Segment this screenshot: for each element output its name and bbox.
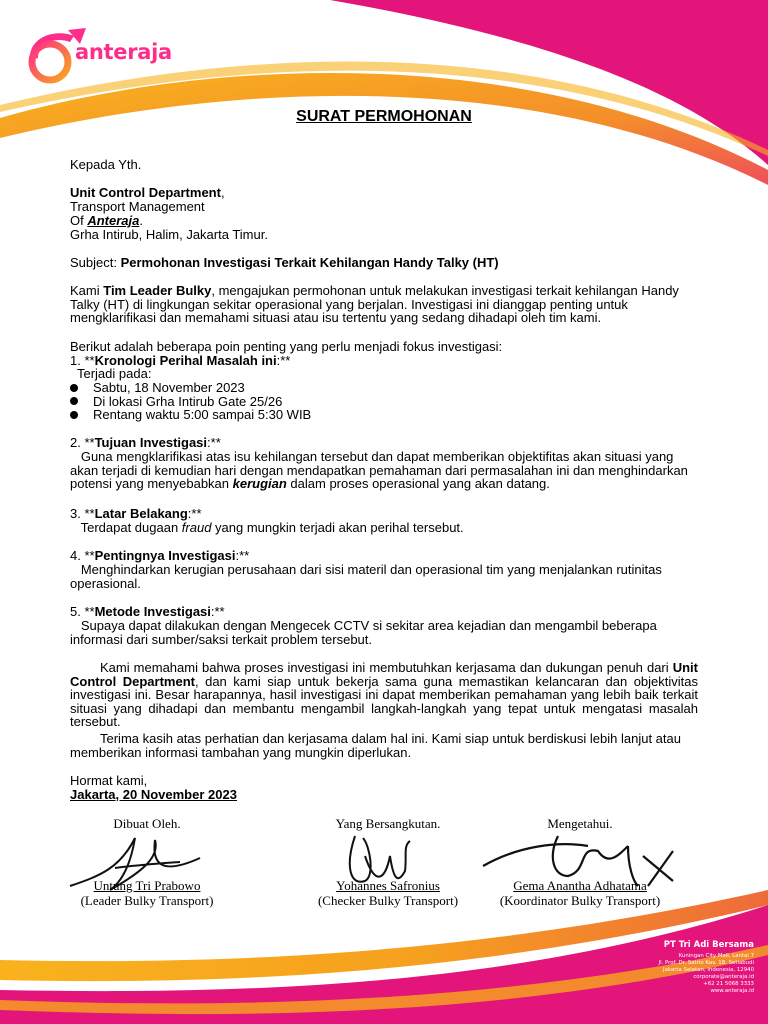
subject-text: Permohonan Investigasi Terkait Kehilangan Handy Talky (HT) <box>120 255 499 270</box>
section5-prefix: 5. ** <box>70 604 95 619</box>
signer-2 <box>298 878 478 908</box>
bullet-dot-icon <box>70 411 78 419</box>
signer-3 <box>490 878 670 908</box>
section2-body-b: dalam proses operasional yang akan datang. <box>286 476 550 492</box>
intro-rest: , mengajukan permohonan untuk melakukan investigasi terkait kehilangan Handy Talky (HT) di lingkungan sekitar operasional yang berjalan. Investigasi ini dianggap penting untuk mengklarifikasi dan memahami situasi atau isu tertentu yang sedang dihadapi oleh tim kami. <box>70 283 679 326</box>
section1-bullet-list <box>70 381 311 422</box>
section2-body <box>70 450 700 491</box>
section2-emphasis: kerugian <box>232 476 287 492</box>
recipient-of: Of <box>70 213 88 228</box>
points-intro: Berikut adalah beberapa poin penting yang perlu menjadi fokus investigasi: <box>70 339 503 354</box>
signer-1 <box>62 878 232 908</box>
section4-prefix: 4. ** <box>70 548 95 563</box>
section3-body-b: yang mungkin terjadi akan perihal tersebut. <box>211 520 464 535</box>
closing1-b: , dan kami siap untuk bekerja sama guna memastikan kelancaran dan objektivitas investigasi ini. Besar harapannya, hasil investigasi ini dapat memberikan pemahaman yang lebih baik terkait situasi yang dihadapi dan membantu mengambil langkah-langkah yang tepat untuk mengatasi masalah tersebut. <box>70 673 698 730</box>
bullet-text: Di lokasi Grha Intirub Gate 25/26 <box>93 393 283 409</box>
section5-title: Metode Investigasi <box>94 604 211 619</box>
closing1-department: Unit Control Department <box>70 660 698 689</box>
signer-role: Dibuat Oleh. <box>113 816 181 831</box>
subject-label: Subject: <box>70 255 121 270</box>
bullet-text: Rentang waktu 5:00 sampai 5:30 WIB <box>93 407 312 423</box>
section3-body <box>70 521 700 535</box>
section5-suffix: :** <box>210 604 225 619</box>
closing-paragraph-1 <box>70 661 698 729</box>
recipient-line2: Transport Management <box>70 199 205 214</box>
signer-title: (Koordinator Bulky Transport) <box>499 893 661 908</box>
section3-prefix: 3. ** <box>70 506 95 521</box>
footer-line: www.anteraja.id <box>710 988 754 994</box>
section3-body-a: Terdapat dugaan <box>70 520 182 535</box>
recipient-company: Anteraja <box>87 213 140 228</box>
footer-line: Jakarta Selatan, Indonesia, 12940 <box>662 967 754 973</box>
section3-heading <box>70 507 700 521</box>
salutation: Kepada Yth. <box>70 157 142 172</box>
recipient-department: Unit Control Department <box>70 185 221 200</box>
footer-line: corporate@anteraja.id <box>693 974 754 980</box>
signer-name: Gema Anantha Adhatama <box>513 878 647 893</box>
bullet-dot-icon <box>70 384 78 392</box>
intro-team: Tim Leader Bulky <box>103 283 212 298</box>
section4-title: Pentingnya Investigasi <box>94 548 236 563</box>
footer-line: Kuningan City Mall, Lantai 7 <box>678 953 754 959</box>
section1-sub: Terjadi pada: <box>70 366 152 381</box>
section2-suffix: :** <box>207 435 221 450</box>
signer-title: (Checker Bulky Transport) <box>317 893 459 908</box>
section4-suffix: :** <box>235 548 250 563</box>
signer-name: Yohannes Safronius <box>336 878 440 893</box>
section5-heading <box>70 605 700 619</box>
signer-role: Mengetahui. <box>547 816 613 831</box>
section1-prefix: 1. ** <box>70 353 95 368</box>
list-item <box>70 408 311 422</box>
closing-paragraph-2: Terima kasih atas perhatian dan kerjasama dalam hal ini. Kami siap untuk berdiskusi lebih lanjut atau memberikan informasi tambahan yang mungkin diperlukan. <box>70 731 681 760</box>
bullet-text: Sabtu, 18 November 2023 <box>93 380 245 395</box>
recipient-company-line: Of Anteraja. <box>70 213 143 228</box>
section5-body: Supaya dapat dilakukan dengan Mengecek CCTV si sekitar area kejadian dan mengambil beberapa informasi dari sumber/saksi terkait problem tersebut. <box>70 618 661 647</box>
section3-suffix: :** <box>187 506 202 521</box>
footer-company: PT Tri Adi Bersama <box>663 940 754 950</box>
list-item <box>70 395 311 409</box>
footer-line: Jl. Prof. Dr. Satrio Kav. 18, Setiabudi <box>658 960 754 966</box>
section1-heading <box>70 354 700 368</box>
section4-body: Menghindarkan kerugian perusahaan dari sisi materil dan operasional tim yang menjalankan rutinitas operasional. <box>70 562 666 591</box>
section3-emphasis: fraud <box>181 520 212 535</box>
subject-line <box>70 256 700 270</box>
footer-line: +62 21 5068 3333 <box>703 981 754 987</box>
intro-start: Kami <box>70 283 104 298</box>
signer-title: (Leader Bulky Transport) <box>80 893 214 908</box>
section1-title: Kronologi Perihal Masalah ini <box>94 353 277 368</box>
section2-prefix: 2. ** <box>70 435 95 450</box>
list-item <box>70 381 311 395</box>
regards: Hormat kami, <box>70 773 148 788</box>
recipient-department-line: Unit Control Department, <box>70 185 225 200</box>
signer-name: Untung Tri Prabowo <box>93 878 201 893</box>
section4-heading <box>70 549 700 563</box>
section1-suffix: :** <box>276 353 291 368</box>
closing1-a: Kami memahami bahwa proses investigasi ini membutuhkan kerjasama dan dukungan penuh dari <box>100 660 673 675</box>
company-footer <box>659 940 755 995</box>
section2-title: Tujuan Investigasi <box>94 435 208 450</box>
brand-wordmark: anteraja <box>75 40 172 64</box>
intro-paragraph <box>70 284 710 325</box>
signer-role: Yang Bersangkutan. <box>335 816 441 831</box>
letter-title: SURAT PERMOHONAN <box>296 108 472 125</box>
section2-body-a: Guna mengklarifikasi atas isu kehilangan tersebut dan dapat memberikan objektifitas akan situasi yang akan terjadi di kemudian hari dengan mendapatkan pemahaman dari permasalahan ini dan menghindarkan potensi yang menyebabkan <box>70 449 692 492</box>
bullet-dot-icon <box>70 397 78 405</box>
section2-heading <box>70 436 700 450</box>
recipient-address: Grha Intirub, Halim, Jakarta Timur. <box>70 227 268 242</box>
section3-title: Latar Belakang <box>94 506 188 521</box>
place-date: Jakarta, 20 November 2023 <box>70 787 237 802</box>
